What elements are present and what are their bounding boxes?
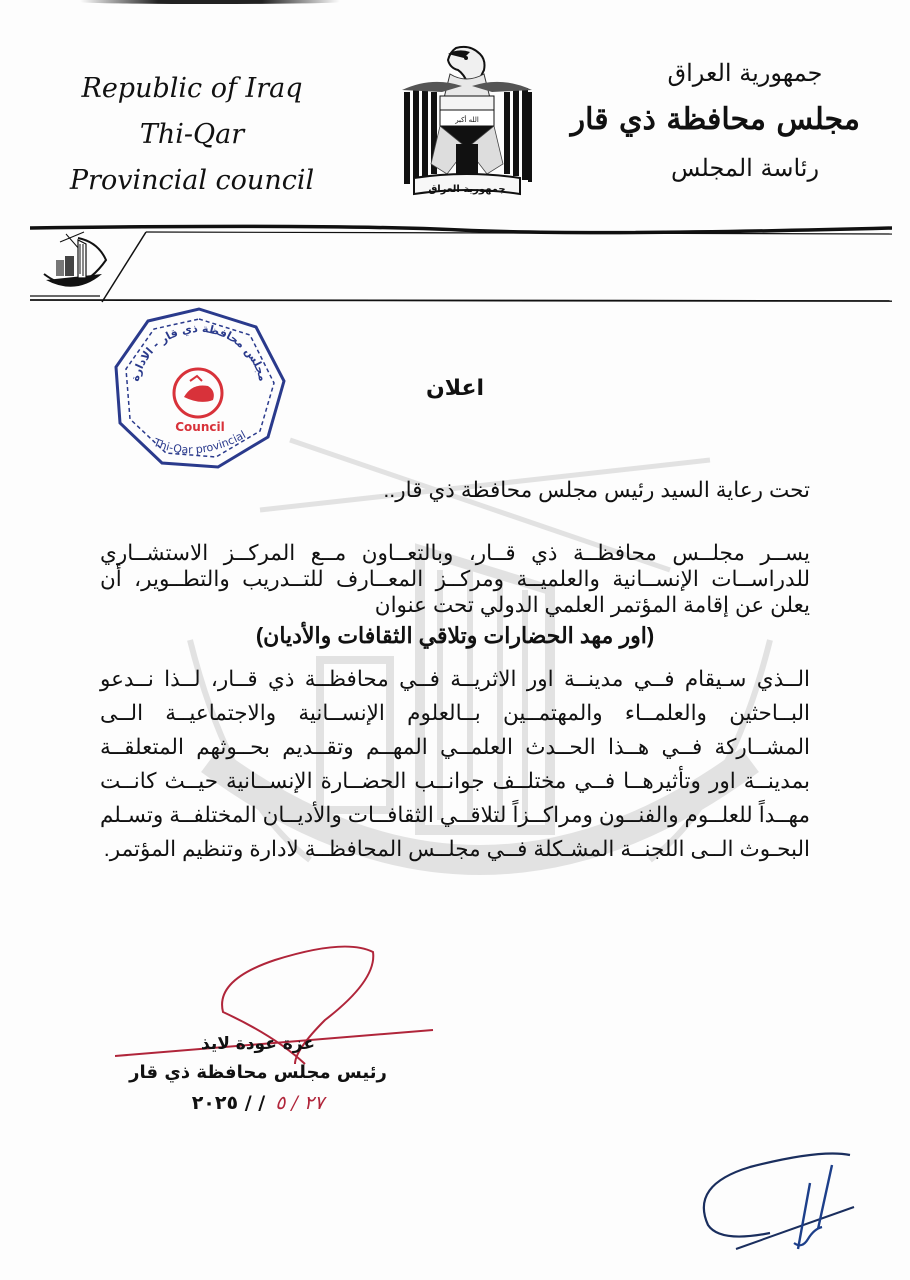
letterhead-country: Republic of Iraq bbox=[81, 73, 303, 104]
scan-edge-shadow bbox=[80, 0, 340, 4]
svg-text:مجلس محافظة ذي قار - الادارة bbox=[128, 322, 269, 383]
secondary-signature bbox=[690, 1145, 870, 1255]
ziggurat-ship-logo bbox=[44, 232, 106, 287]
bottom-rule bbox=[30, 300, 892, 301]
conference-title: (اور مهد الحضارات وتلاقي الثقافات والأديان) bbox=[255, 623, 655, 648]
iraq-coat-of-arms-emblem bbox=[400, 44, 534, 202]
letterhead-province: Thi-Qar bbox=[139, 119, 245, 150]
letterhead-council: Provincial council bbox=[69, 165, 315, 196]
announcement-title: اعلان bbox=[425, 376, 485, 401]
diagonal-rule bbox=[102, 232, 146, 302]
printed-date: / / ٢٠٢٥ bbox=[191, 1092, 266, 1114]
letterhead-banner bbox=[30, 222, 892, 304]
stamp-arabic-text: مجلس محافظة ذي قار - الادارة bbox=[128, 322, 270, 383]
english-letterhead bbox=[62, 66, 322, 204]
letterhead-presidency-ar: رئاسة المجلس bbox=[670, 154, 820, 182]
letterhead-country-ar: جمهورية العراق bbox=[667, 59, 823, 87]
stamp-english-council: Council bbox=[175, 420, 225, 434]
date-row bbox=[118, 1088, 398, 1118]
arabic-letterhead bbox=[570, 52, 860, 190]
handwritten-date: ٢٧ / ٥ bbox=[275, 1092, 325, 1114]
letterhead-council-ar: مجلس محافظة ذي قار bbox=[570, 102, 860, 137]
official-seal-stamp bbox=[108, 303, 290, 473]
announcement-paragraph-1: يســر مجلــس محافظــة ذي قــار، وبالتعــاون مــع المركــز الاستشــاري للدراســات الإنســانية والعلميــة ومركــز المعــارف للتــدريب والتطــوير، أن يعلن عن إقامة المؤتمر العلمي الدولي تحت عنوان bbox=[100, 541, 810, 617]
stamp-english-provincial: Thi-Qar provincial bbox=[151, 428, 248, 457]
patronage-line: تحت رعاية السيد رئيس مجلس محافظة ذي قار.. bbox=[383, 478, 810, 502]
signatory-position: رئيس مجلس محافظة ذي قار bbox=[129, 1062, 387, 1083]
emblem-scroll-text: جمهورية العراق bbox=[428, 184, 506, 195]
signature-block bbox=[118, 1030, 398, 1118]
announcement-paragraph-2: الــذي سـيقام فــي مدينــة اور الاثريــة فــي محافظــة ذي قــار، لــذا نــدعو البــاحثين والعلمــاء والمهتمــين بــالعلوم الإنســانية والاجتماعيــة الــى المشــاركة فــي هــذا الحــدث العلمــي المهــم وتقــديم بحــوثهم المتعلقــة بمدينــة اور وتأثيرهــا فــي مختلــف جوانــب الحضــارة الإنســانية حيــث كانــت مهــداً للعلــوم والفنــون ومراكــزاً لتلاقــي الثقافــات والأديــان المختلفــة وتسـلم البحـوث الــى اللجنــة المشـكلة فــي مجلــس المحافظــة لادارة وتنظيم المؤتمر. bbox=[99, 667, 810, 861]
emblem-motto: الله أكبر bbox=[455, 116, 479, 124]
signatory-name: عزة عودة لايذ bbox=[201, 1034, 315, 1054]
